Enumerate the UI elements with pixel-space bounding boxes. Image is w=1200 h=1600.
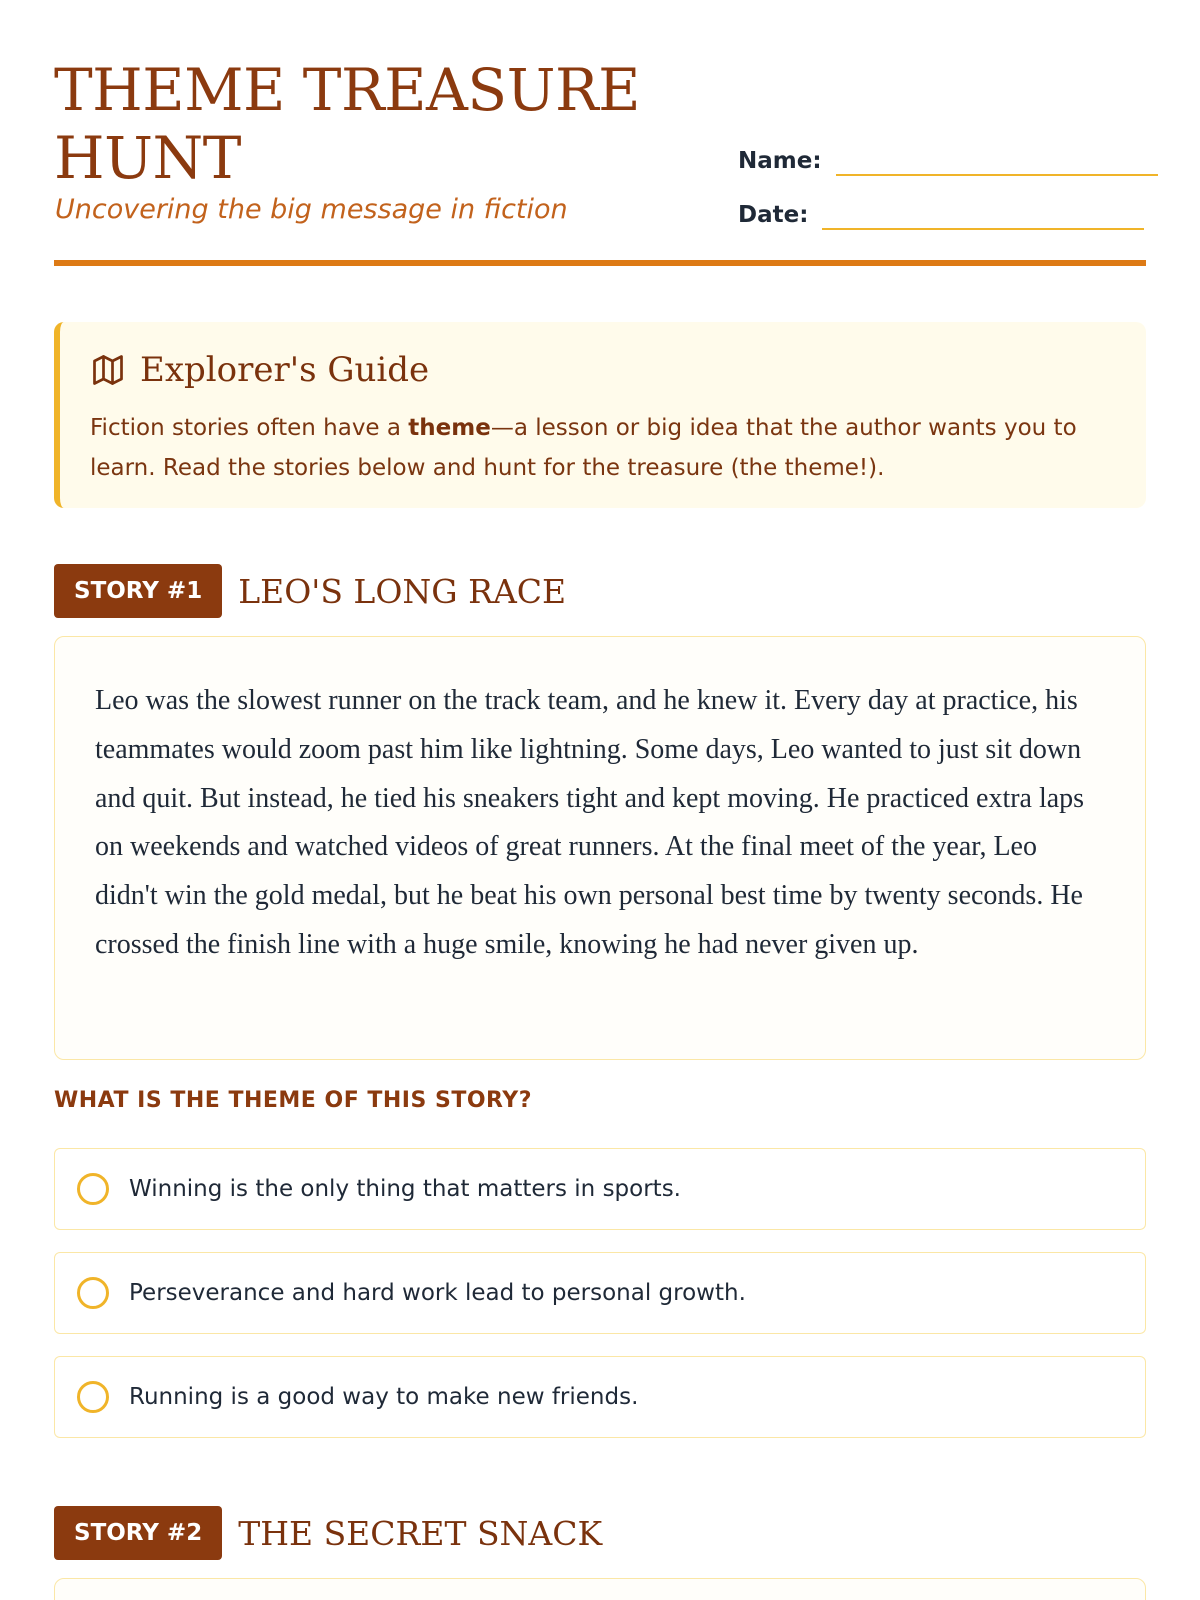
story-title: THE SECRET SNACK xyxy=(238,1513,603,1553)
guide-text-part: —a lesson or big idea that the author wants you to learn. Read the stories below and hunt for the treasure (the theme!). xyxy=(90,415,1077,481)
map-icon xyxy=(90,352,126,388)
date-label: Date: xyxy=(738,202,809,228)
story-badge: STORY #2 xyxy=(54,1506,222,1560)
story-2-heading xyxy=(54,1506,602,1560)
story-title: LEO'S LONG RACE xyxy=(238,571,567,611)
guide-text-bold: theme xyxy=(408,415,491,441)
radio-button[interactable] xyxy=(77,1277,109,1309)
name-label: Name: xyxy=(738,148,822,174)
story-1-heading xyxy=(54,564,566,618)
story-1-passage xyxy=(54,636,1146,1060)
story-2-passage xyxy=(54,1578,1146,1600)
answer-option-label: Winning is the only thing that matters in sports. xyxy=(129,1176,681,1202)
guide-title: Explorer's Guide xyxy=(140,350,430,390)
answer-option-label: Running is a good way to make new friends. xyxy=(129,1384,639,1410)
name-field xyxy=(738,146,1158,176)
radio-button[interactable] xyxy=(77,1381,109,1413)
guide-text-part: Fiction stories often have a xyxy=(90,415,409,441)
answer-option[interactable] xyxy=(54,1252,1146,1334)
answer-option[interactable] xyxy=(54,1356,1146,1438)
story-text: Leo was the slowest runner on the track team, and he knew it. Every day at practice, his teammates would zoom past him like lightning. Some days, Leo wanted to just sit down and quit. But instead, he tied his sneakers tight and kept moving. He practiced extra laps on weekends and watched videos of great runners. At the final meet of the year, Leo didn't win the gold medal, but he beat his own personal best time by twenty seconds. He crossed the finish line with a huge smile, knowing he had never given up. xyxy=(95,685,1085,960)
header-divider xyxy=(54,260,1146,266)
story-badge: STORY #1 xyxy=(54,564,222,618)
guide-text xyxy=(90,408,1120,488)
explorers-guide-box xyxy=(54,322,1146,508)
date-field xyxy=(738,200,1144,230)
page-subtitle: Uncovering the big message in fiction xyxy=(55,194,568,225)
radio-button[interactable] xyxy=(77,1173,109,1205)
answer-option-label: Perseverance and hard work lead to personal growth. xyxy=(129,1280,746,1306)
guide-heading xyxy=(90,350,429,390)
worksheet-header xyxy=(54,56,1146,270)
date-input-line[interactable] xyxy=(822,200,1144,230)
name-input-line[interactable] xyxy=(836,146,1158,176)
theme-question: WHAT IS THE THEME OF THIS STORY? xyxy=(54,1088,532,1113)
page-title: THEME TREASURE HUNT xyxy=(54,56,640,192)
answer-option[interactable] xyxy=(54,1148,1146,1230)
